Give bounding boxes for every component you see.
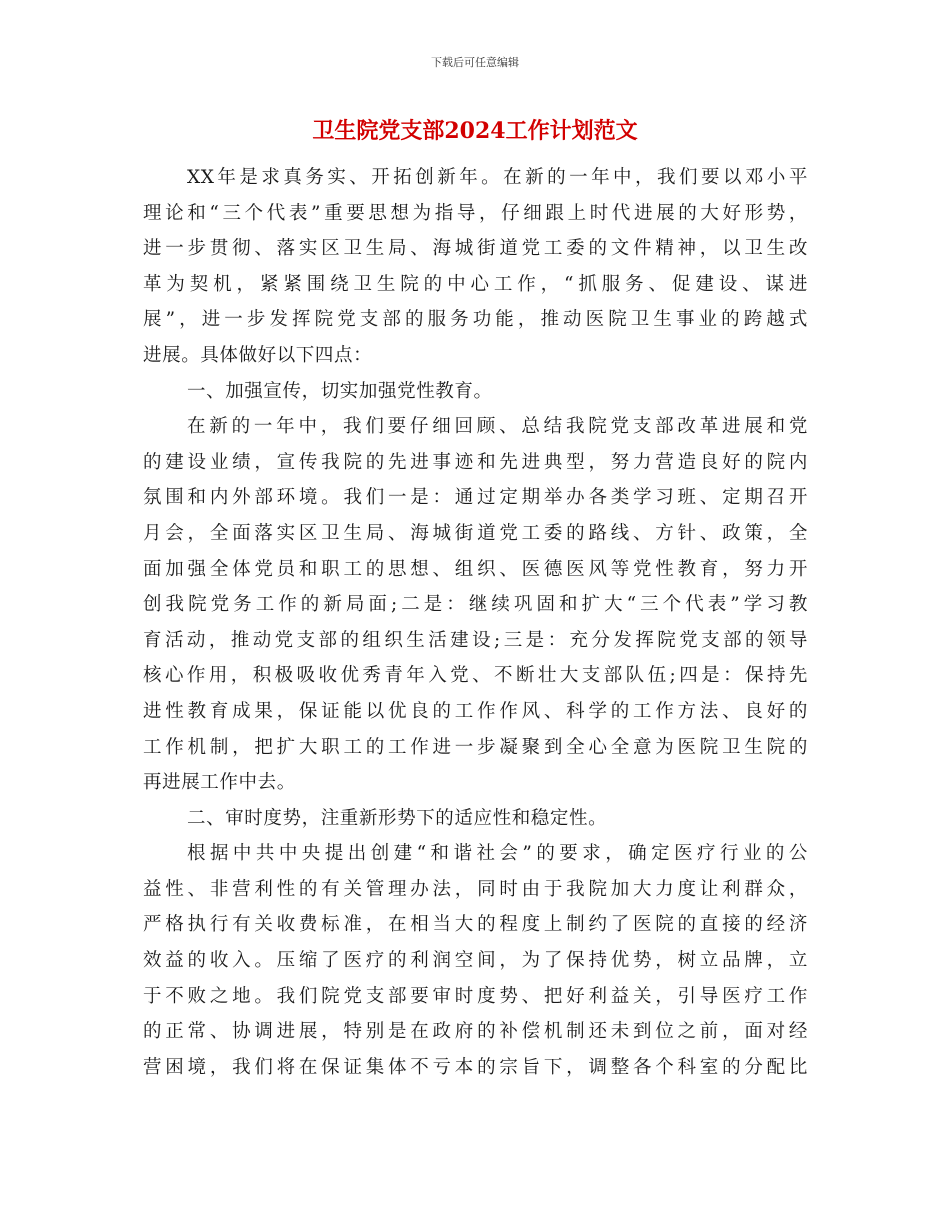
text-line: 营困境，我们将在保证集体不亏本的宗旨下，调整各个科室的分配比 [143,1056,808,1078]
text-line: 益性、非营利性的有关管理办法，同时由于我院加大力度让利群众， [143,878,808,900]
text-line: 月会，全面落实区卫生局、海城街道党工委的路线、方针、政策，全 [143,522,808,544]
text-line: 根据中共中央提出创建“和谐社会”的要求，确定医疗行业的公 [187,843,808,865]
text-line: 创我院党务工作的新局面;二是：继续巩固和扩大“三个代表”学习教 [143,594,808,616]
text-line: 一、加强宣传，切实加强党性教育。 [187,380,493,402]
text-line: 二、审时度势，注重新形势下的适应性和稳定性。 [187,807,608,829]
text-line: XX年是求真务实、开拓创新年。在新的一年中，我们要以邓小平 [187,167,808,188]
document-title: 卫生院党支部2024工作计划范文 [312,118,638,144]
text-line: 严格执行有关收费标准，在相当大的程度上制约了医院的直接的经济 [143,914,808,936]
text-line: 面加强全体党员和职工的思想、组织、医德医风等党性教育，努力开 [143,558,808,580]
text-line: 进展。具体做好以下四点： [143,344,373,366]
text-line: 展”，进一步发挥院党支部的服务功能，推动医院卫生事业的跨越式 [143,309,808,331]
text-line: 理论和“三个代表”重要思想为指导，仔细跟上时代进展的大好形势， [143,202,808,224]
text-line: 效益的收入。压缩了医疗的利润空间，为了保持优势，树立品牌，立 [143,950,808,972]
document-body [143,160,808,1085]
text-line: 在新的一年中，我们要仔细回顾、总结我院党支部改革进展和党 [187,416,808,438]
text-line: 的建设业绩，宣传我院的先进事迹和先进典型，努力营造良好的院内 [143,451,808,473]
header-note: 下载后可任意编辑 [431,56,519,69]
text-line: 氛围和内外部环境。我们一是：通过定期举办各类学习班、定期召开 [143,487,808,509]
text-line: 革为契机，紧紧围绕卫生院的中心工作，“抓服务、促建设、谋进 [143,273,808,295]
text-line: 于不败之地。我们院党支部要审时度势、把好利益关，引导医疗工作 [143,985,808,1007]
text-line: 育活动，推动党支部的组织生活建设;三是：充分发挥院党支部的领导 [143,629,808,651]
text-line: 进一步贯彻、落实区卫生局、海城街道党工委的文件精神，以卫生改 [143,238,808,260]
text-line: 核心作用，积极吸收优秀青年入党、不断壮大支部队伍;四是：保持先 [143,665,808,687]
text-line: 再进展工作中去。 [143,772,296,794]
text-line: 工作机制，把扩大职工的工作进一步凝聚到全心全意为医院卫生院的 [143,736,808,758]
text-line: 进性教育成果，保证能以优良的工作作风、科学的工作方法、良好的 [143,700,808,722]
text-line: 的正常、协调进展，特别是在政府的补偿机制还未到位之前，面对经 [143,1021,808,1043]
